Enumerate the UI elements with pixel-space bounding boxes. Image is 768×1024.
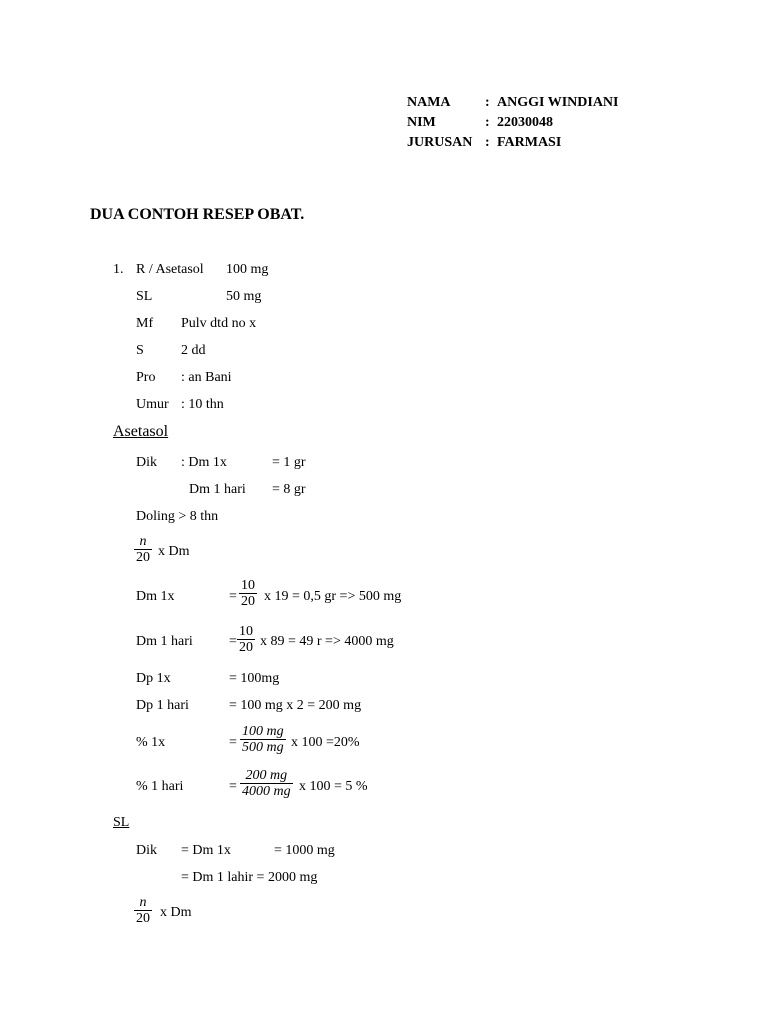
header-sep: : xyxy=(485,95,490,110)
header-value-nim: 22030048 xyxy=(497,115,553,130)
fraction-denominator: 20 xyxy=(241,594,255,609)
doling-text: Doling > 8 thn xyxy=(136,509,219,524)
calc-rest: x 100 =20% xyxy=(291,735,360,750)
dik-item: : Dm 1x xyxy=(181,455,227,470)
header-value-nama: ANGGI WINDIANI xyxy=(497,95,619,110)
calc-eq: = xyxy=(229,634,237,649)
calc-fraction xyxy=(237,624,255,655)
recipe-line-value: Pulv dtd no x xyxy=(181,316,257,331)
sl-heading: SL xyxy=(113,815,130,830)
fraction-numerator: n xyxy=(139,534,147,549)
header-sep: : xyxy=(485,135,490,150)
calc-rest: x 100 = 5 % xyxy=(299,779,368,794)
recipe-line-label: Umur xyxy=(136,397,169,412)
calc-label: Dm 1 hari xyxy=(136,634,193,649)
header-sep: : xyxy=(485,115,490,130)
calc-eq: = xyxy=(229,735,237,750)
calc-value: = 100mg xyxy=(229,671,280,686)
header-value-jurusan: FARMASI xyxy=(497,135,562,150)
header-label-jurusan: JURUSAN xyxy=(407,135,473,150)
calc-rest: x 19 = 0,5 gr => 500 mg xyxy=(264,589,402,604)
fraction-numerator: 10 xyxy=(241,578,255,593)
fraction-numerator: 200 mg xyxy=(245,768,288,783)
dik-item: = Dm 1 lahir = 2000 mg xyxy=(181,870,318,885)
document-title: DUA CONTOH RESEP OBAT. xyxy=(90,206,305,223)
fraction-denominator: 20 xyxy=(136,911,150,926)
recipe-line-value: 50 mg xyxy=(226,289,262,304)
recipe-line-label: Mf xyxy=(136,316,154,331)
fraction-numerator: 10 xyxy=(239,624,253,639)
dik-value: = 1000 mg xyxy=(274,843,335,858)
calc-eq: = xyxy=(229,779,237,794)
header-label-nama: NAMA xyxy=(407,95,451,110)
formula-fraction xyxy=(134,534,152,565)
calc-label: % 1 hari xyxy=(136,779,184,794)
fraction-denominator: 4000 mg xyxy=(242,784,291,799)
recipe-line-label: S xyxy=(136,343,144,358)
header-label-nim: NIM xyxy=(407,115,436,130)
calc-label: Dp 1x xyxy=(136,671,171,686)
fraction-numerator: n xyxy=(139,895,147,910)
dik-value: = 1 gr xyxy=(272,455,306,470)
dik-label: Dik xyxy=(136,843,157,858)
recipe-line-value: : an Bani xyxy=(181,370,232,385)
recipe-line-value: 2 dd xyxy=(181,343,206,358)
calc-eq: = xyxy=(229,589,237,604)
calc-label: Dp 1 hari xyxy=(136,698,189,713)
calc-fraction xyxy=(240,724,286,755)
fraction-denominator: 20 xyxy=(239,640,253,655)
formula-fraction xyxy=(134,895,152,926)
dik-label: Dik xyxy=(136,455,157,470)
calc-label: Dm 1x xyxy=(136,589,175,604)
fraction-denominator: 500 mg xyxy=(242,740,284,755)
asetasol-heading: Asetasol xyxy=(113,423,169,440)
recipe-number: 1. xyxy=(113,262,124,277)
recipe-line-value: : 10 thn xyxy=(181,397,224,412)
calc-fraction xyxy=(240,768,293,799)
formula-rest: x Dm xyxy=(158,544,190,559)
calc-rest: x 89 = 49 r => 4000 mg xyxy=(260,634,394,649)
dik-value: = 8 gr xyxy=(272,482,306,497)
recipe-line-value: 100 mg xyxy=(226,262,269,277)
calc-label: % 1x xyxy=(136,735,166,750)
calc-value: = 100 mg x 2 = 200 mg xyxy=(229,698,362,713)
calc-fraction xyxy=(239,578,257,609)
recipe-line-label: Pro xyxy=(136,370,156,385)
fraction-denominator: 20 xyxy=(136,550,150,565)
recipe-line-label: R / Asetasol xyxy=(136,262,204,277)
dik-item: = Dm 1x xyxy=(181,843,231,858)
fraction-numerator: 100 mg xyxy=(242,724,284,739)
dik-item: Dm 1 hari xyxy=(189,482,246,497)
formula-rest: x Dm xyxy=(160,905,192,920)
recipe-line-label: SL xyxy=(136,289,153,304)
